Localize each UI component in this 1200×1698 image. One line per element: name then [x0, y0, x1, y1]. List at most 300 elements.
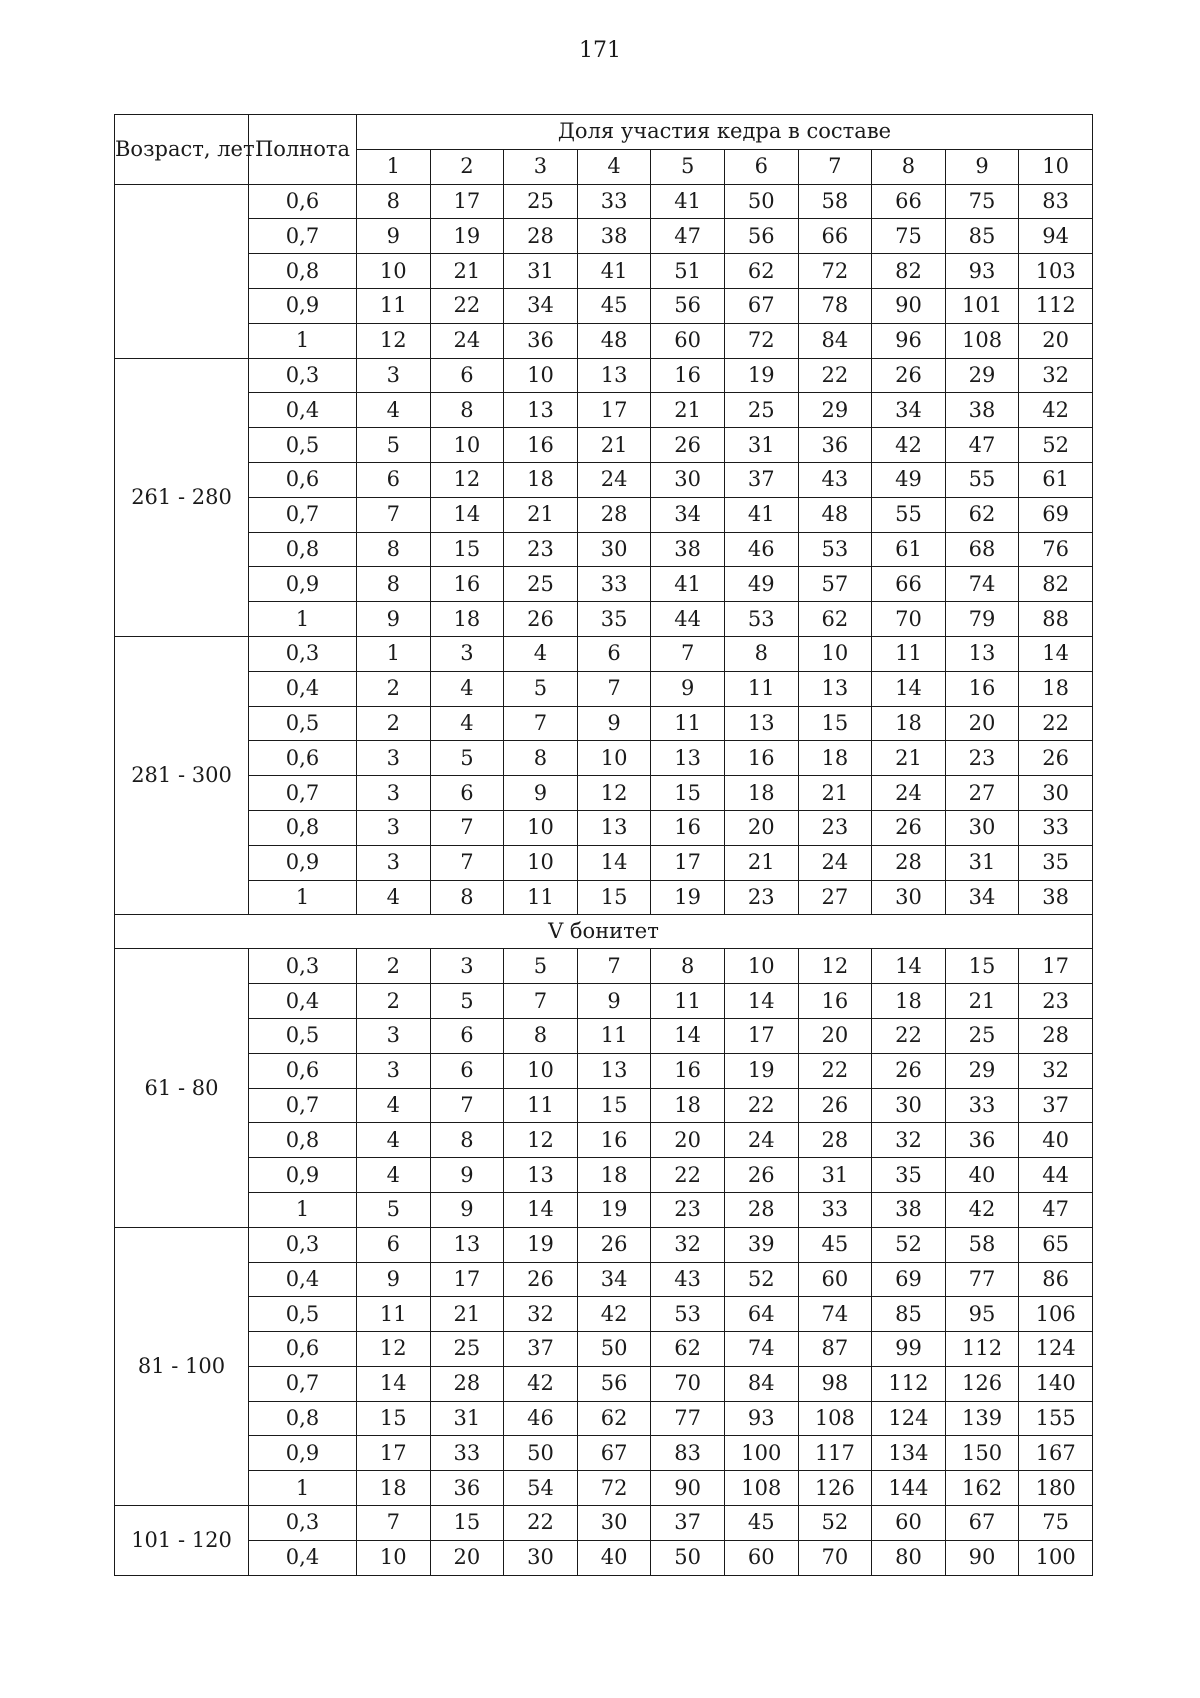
value-cell: 7 [577, 949, 651, 984]
value-cell: 56 [651, 288, 725, 323]
fullness-cell: 0,9 [249, 567, 357, 602]
value-cell: 13 [504, 393, 578, 428]
value-cell: 36 [504, 323, 578, 358]
table-row [115, 567, 1093, 602]
value-cell: 9 [577, 984, 651, 1019]
fullness-cell: 0,3 [249, 358, 357, 393]
value-cell: 19 [724, 1053, 798, 1088]
header-share-col: 2 [430, 149, 504, 184]
value-cell: 22 [430, 288, 504, 323]
value-cell: 30 [651, 462, 725, 497]
header-share-col: 9 [945, 149, 1019, 184]
value-cell: 90 [872, 288, 946, 323]
value-cell: 22 [798, 358, 872, 393]
value-cell: 42 [1019, 393, 1093, 428]
value-cell: 62 [577, 1401, 651, 1436]
value-cell: 87 [798, 1332, 872, 1367]
table-row [115, 706, 1093, 741]
table-row [115, 428, 1093, 463]
value-cell: 31 [945, 845, 1019, 880]
value-cell: 13 [798, 671, 872, 706]
value-cell: 25 [724, 393, 798, 428]
table-row [115, 358, 1093, 393]
value-cell: 51 [651, 254, 725, 289]
value-cell: 49 [872, 462, 946, 497]
value-cell: 4 [357, 880, 431, 915]
value-cell: 19 [651, 880, 725, 915]
value-cell: 20 [651, 1123, 725, 1158]
value-cell: 70 [872, 602, 946, 637]
value-cell: 10 [577, 741, 651, 776]
section-row [115, 915, 1093, 949]
value-cell: 36 [430, 1471, 504, 1506]
value-cell: 74 [945, 567, 1019, 602]
value-cell: 22 [651, 1158, 725, 1193]
fullness-cell: 1 [249, 323, 357, 358]
value-cell: 14 [430, 497, 504, 532]
fullness-cell: 0,6 [249, 462, 357, 497]
table-row [115, 671, 1093, 706]
value-cell: 70 [798, 1540, 872, 1575]
value-cell: 126 [945, 1366, 1019, 1401]
fullness-cell: 0,3 [249, 1506, 357, 1541]
value-cell: 16 [430, 567, 504, 602]
value-cell: 8 [357, 184, 431, 219]
value-cell: 17 [357, 1436, 431, 1471]
value-cell: 82 [1019, 567, 1093, 602]
value-cell: 25 [430, 1332, 504, 1367]
value-cell: 60 [651, 323, 725, 358]
value-cell: 24 [430, 323, 504, 358]
value-cell: 100 [724, 1436, 798, 1471]
value-cell: 35 [1019, 845, 1093, 880]
value-cell: 18 [504, 462, 578, 497]
value-cell: 108 [724, 1471, 798, 1506]
value-cell: 31 [798, 1158, 872, 1193]
page-number: 171 [579, 38, 621, 63]
value-cell: 50 [651, 1540, 725, 1575]
value-cell: 13 [577, 810, 651, 845]
value-cell: 19 [504, 1227, 578, 1262]
section-title: V бонитет [115, 915, 1093, 949]
table-row [115, 602, 1093, 637]
value-cell: 45 [724, 1506, 798, 1541]
value-cell: 21 [724, 845, 798, 880]
fullness-cell: 0,4 [249, 671, 357, 706]
value-cell: 17 [651, 845, 725, 880]
value-cell: 23 [798, 810, 872, 845]
value-cell: 62 [724, 254, 798, 289]
value-cell: 124 [1019, 1332, 1093, 1367]
value-cell: 95 [945, 1297, 1019, 1332]
value-cell: 58 [798, 184, 872, 219]
value-cell: 20 [798, 1018, 872, 1053]
value-cell: 21 [651, 393, 725, 428]
value-cell: 30 [872, 880, 946, 915]
value-cell: 83 [651, 1436, 725, 1471]
value-cell: 7 [651, 636, 725, 671]
age-cell: 261 - 280 [115, 358, 249, 636]
value-cell: 84 [724, 1366, 798, 1401]
value-cell: 30 [945, 810, 1019, 845]
value-cell: 47 [945, 428, 1019, 463]
value-cell: 42 [504, 1366, 578, 1401]
value-cell: 93 [724, 1401, 798, 1436]
value-cell: 15 [651, 776, 725, 811]
value-cell: 13 [577, 1053, 651, 1088]
fullness-cell: 0,8 [249, 254, 357, 289]
value-cell: 8 [430, 393, 504, 428]
value-cell: 52 [798, 1506, 872, 1541]
value-cell: 8 [357, 567, 431, 602]
value-cell: 65 [1019, 1227, 1093, 1262]
value-cell: 50 [577, 1332, 651, 1367]
value-cell: 26 [724, 1158, 798, 1193]
value-cell: 6 [577, 636, 651, 671]
value-cell: 26 [872, 810, 946, 845]
value-cell: 8 [504, 1018, 578, 1053]
value-cell: 150 [945, 1436, 1019, 1471]
header-share-col: 6 [724, 149, 798, 184]
value-cell: 32 [1019, 358, 1093, 393]
value-cell: 19 [577, 1192, 651, 1227]
value-cell: 15 [577, 1088, 651, 1123]
value-cell: 24 [724, 1123, 798, 1158]
value-cell: 35 [872, 1158, 946, 1193]
value-cell: 9 [504, 776, 578, 811]
value-cell: 21 [945, 984, 1019, 1019]
fullness-cell: 0,8 [249, 810, 357, 845]
value-cell: 3 [357, 741, 431, 776]
value-cell: 67 [577, 1436, 651, 1471]
value-cell: 108 [945, 323, 1019, 358]
value-cell: 5 [504, 949, 578, 984]
value-cell: 29 [945, 358, 1019, 393]
value-cell: 21 [504, 497, 578, 532]
value-cell: 93 [945, 254, 1019, 289]
value-cell: 5 [504, 671, 578, 706]
fullness-cell: 0,7 [249, 219, 357, 254]
value-cell: 83 [1019, 184, 1093, 219]
value-cell: 64 [724, 1297, 798, 1332]
value-cell: 112 [1019, 288, 1093, 323]
value-cell: 22 [724, 1088, 798, 1123]
fullness-cell: 0,6 [249, 1332, 357, 1367]
header-share-col: 8 [872, 149, 946, 184]
value-cell: 20 [430, 1540, 504, 1575]
value-cell: 9 [357, 1262, 431, 1297]
value-cell: 52 [872, 1227, 946, 1262]
value-cell: 14 [357, 1366, 431, 1401]
value-cell: 7 [357, 497, 431, 532]
header-row-top [115, 115, 1093, 150]
value-cell: 26 [577, 1227, 651, 1262]
value-cell: 4 [357, 1158, 431, 1193]
value-cell: 11 [357, 1297, 431, 1332]
table-row [115, 1366, 1093, 1401]
value-cell: 76 [1019, 532, 1093, 567]
value-cell: 3 [357, 845, 431, 880]
value-cell: 9 [357, 602, 431, 637]
value-cell: 21 [872, 741, 946, 776]
value-cell: 50 [724, 184, 798, 219]
value-cell: 62 [798, 602, 872, 637]
value-cell: 6 [430, 358, 504, 393]
value-cell: 60 [798, 1262, 872, 1297]
value-cell: 11 [357, 288, 431, 323]
table-row [115, 497, 1093, 532]
value-cell: 140 [1019, 1366, 1093, 1401]
value-cell: 2 [357, 706, 431, 741]
value-cell: 13 [945, 636, 1019, 671]
value-cell: 5 [430, 741, 504, 776]
value-cell: 15 [798, 706, 872, 741]
value-cell: 28 [430, 1366, 504, 1401]
value-cell: 62 [651, 1332, 725, 1367]
value-cell: 5 [357, 428, 431, 463]
value-cell: 10 [504, 1053, 578, 1088]
table-body [115, 184, 1093, 1575]
value-cell: 94 [1019, 219, 1093, 254]
value-cell: 33 [577, 567, 651, 602]
fullness-cell: 0,8 [249, 1123, 357, 1158]
value-cell: 37 [724, 462, 798, 497]
table-row [115, 1332, 1093, 1367]
value-cell: 42 [872, 428, 946, 463]
value-cell: 30 [504, 1540, 578, 1575]
age-cell: 101 - 120 [115, 1506, 249, 1576]
value-cell: 8 [430, 880, 504, 915]
value-cell: 53 [798, 532, 872, 567]
fullness-cell: 0,5 [249, 706, 357, 741]
fullness-cell: 0,6 [249, 184, 357, 219]
table-row [115, 1123, 1093, 1158]
value-cell: 162 [945, 1471, 1019, 1506]
value-cell: 4 [357, 1088, 431, 1123]
value-cell: 38 [651, 532, 725, 567]
value-cell: 36 [945, 1123, 1019, 1158]
table-row [115, 1540, 1093, 1575]
value-cell: 23 [945, 741, 1019, 776]
value-cell: 3 [430, 636, 504, 671]
table-row [115, 1506, 1093, 1541]
value-cell: 21 [430, 1297, 504, 1332]
value-cell: 19 [724, 358, 798, 393]
value-cell: 11 [577, 1018, 651, 1053]
fullness-cell: 0,4 [249, 984, 357, 1019]
value-cell: 14 [1019, 636, 1093, 671]
value-cell: 8 [357, 532, 431, 567]
table-row [115, 184, 1093, 219]
value-cell: 26 [651, 428, 725, 463]
value-cell: 15 [430, 1506, 504, 1541]
value-cell: 67 [945, 1506, 1019, 1541]
fullness-cell: 0,5 [249, 428, 357, 463]
value-cell: 8 [430, 1123, 504, 1158]
value-cell: 1 [357, 636, 431, 671]
value-cell: 74 [724, 1332, 798, 1367]
value-cell: 16 [724, 741, 798, 776]
value-cell: 75 [872, 219, 946, 254]
value-cell: 29 [798, 393, 872, 428]
value-cell: 10 [798, 636, 872, 671]
value-cell: 28 [504, 219, 578, 254]
value-cell: 27 [798, 880, 872, 915]
value-cell: 70 [651, 1366, 725, 1401]
value-cell: 117 [798, 1436, 872, 1471]
value-cell: 48 [577, 323, 651, 358]
value-cell: 86 [1019, 1262, 1093, 1297]
value-cell: 103 [1019, 254, 1093, 289]
value-cell: 17 [577, 393, 651, 428]
fullness-cell: 0,7 [249, 776, 357, 811]
value-cell: 25 [504, 184, 578, 219]
value-cell: 34 [651, 497, 725, 532]
fullness-cell: 0,3 [249, 949, 357, 984]
fullness-cell: 0,3 [249, 1227, 357, 1262]
value-cell: 20 [945, 706, 1019, 741]
value-cell: 18 [651, 1088, 725, 1123]
value-cell: 7 [430, 810, 504, 845]
table-row [115, 462, 1093, 497]
value-cell: 78 [798, 288, 872, 323]
fullness-cell: 0,7 [249, 497, 357, 532]
value-cell: 72 [577, 1471, 651, 1506]
table-row [115, 532, 1093, 567]
table-row [115, 776, 1093, 811]
value-cell: 39 [724, 1227, 798, 1262]
value-cell: 75 [945, 184, 1019, 219]
value-cell: 22 [872, 1018, 946, 1053]
value-cell: 85 [945, 219, 1019, 254]
table-row [115, 288, 1093, 323]
fullness-cell: 0,7 [249, 1366, 357, 1401]
value-cell: 53 [651, 1297, 725, 1332]
table-row [115, 1436, 1093, 1471]
table-row [115, 1297, 1093, 1332]
value-cell: 2 [357, 984, 431, 1019]
value-cell: 14 [724, 984, 798, 1019]
value-cell: 10 [357, 254, 431, 289]
value-cell: 60 [872, 1506, 946, 1541]
value-cell: 16 [651, 358, 725, 393]
fullness-cell: 0,9 [249, 1158, 357, 1193]
value-cell: 24 [798, 845, 872, 880]
header-share-col: 3 [504, 149, 578, 184]
value-cell: 56 [577, 1366, 651, 1401]
value-cell: 85 [872, 1297, 946, 1332]
value-cell: 22 [798, 1053, 872, 1088]
value-cell: 13 [724, 706, 798, 741]
value-cell: 180 [1019, 1471, 1093, 1506]
value-cell: 20 [724, 810, 798, 845]
value-cell: 7 [430, 845, 504, 880]
value-cell: 41 [724, 497, 798, 532]
value-cell: 37 [1019, 1088, 1093, 1123]
value-cell: 139 [945, 1401, 1019, 1436]
value-cell: 46 [724, 532, 798, 567]
value-cell: 112 [872, 1366, 946, 1401]
value-cell: 17 [724, 1018, 798, 1053]
value-cell: 41 [651, 567, 725, 602]
value-cell: 74 [798, 1297, 872, 1332]
value-cell: 58 [945, 1227, 1019, 1262]
value-cell: 26 [798, 1088, 872, 1123]
value-cell: 46 [504, 1401, 578, 1436]
value-cell: 9 [430, 1192, 504, 1227]
value-cell: 19 [430, 219, 504, 254]
value-cell: 13 [504, 1158, 578, 1193]
value-cell: 15 [430, 532, 504, 567]
value-cell: 21 [798, 776, 872, 811]
value-cell: 3 [357, 1053, 431, 1088]
value-cell: 21 [430, 254, 504, 289]
age-cell [115, 184, 249, 358]
value-cell: 4 [357, 393, 431, 428]
value-cell: 10 [430, 428, 504, 463]
value-cell: 12 [430, 462, 504, 497]
value-cell: 38 [945, 393, 1019, 428]
table-row [115, 1262, 1093, 1297]
value-cell: 42 [945, 1192, 1019, 1227]
value-cell: 42 [577, 1297, 651, 1332]
value-cell: 9 [651, 671, 725, 706]
table-row [115, 636, 1093, 671]
value-cell: 5 [430, 984, 504, 1019]
value-cell: 25 [945, 1018, 1019, 1053]
table-row [115, 845, 1093, 880]
value-cell: 24 [577, 462, 651, 497]
value-cell: 40 [1019, 1123, 1093, 1158]
value-cell: 8 [504, 741, 578, 776]
value-cell: 17 [430, 1262, 504, 1297]
fullness-cell: 0,6 [249, 1053, 357, 1088]
value-cell: 10 [504, 810, 578, 845]
fullness-cell: 0,4 [249, 393, 357, 428]
value-cell: 72 [724, 323, 798, 358]
header-share-col: 1 [357, 149, 431, 184]
value-cell: 37 [504, 1332, 578, 1367]
table-row [115, 323, 1093, 358]
value-cell: 32 [504, 1297, 578, 1332]
value-cell: 15 [357, 1401, 431, 1436]
value-cell: 6 [430, 1018, 504, 1053]
value-cell: 33 [577, 184, 651, 219]
value-cell: 16 [945, 671, 1019, 706]
value-cell: 38 [1019, 880, 1093, 915]
header-share-col: 5 [651, 149, 725, 184]
value-cell: 11 [504, 1088, 578, 1123]
value-cell: 69 [1019, 497, 1093, 532]
value-cell: 17 [430, 184, 504, 219]
table-row [115, 1227, 1093, 1262]
value-cell: 28 [724, 1192, 798, 1227]
value-cell: 43 [798, 462, 872, 497]
value-cell: 18 [430, 602, 504, 637]
value-cell: 17 [1019, 949, 1093, 984]
value-cell: 26 [504, 602, 578, 637]
value-cell: 41 [577, 254, 651, 289]
table-row [115, 1018, 1093, 1053]
age-cell: 81 - 100 [115, 1227, 249, 1505]
value-cell: 14 [872, 949, 946, 984]
value-cell: 13 [651, 741, 725, 776]
value-cell: 36 [798, 428, 872, 463]
header-share-col: 7 [798, 149, 872, 184]
value-cell: 112 [945, 1332, 1019, 1367]
value-cell: 100 [1019, 1540, 1093, 1575]
value-cell: 11 [504, 880, 578, 915]
